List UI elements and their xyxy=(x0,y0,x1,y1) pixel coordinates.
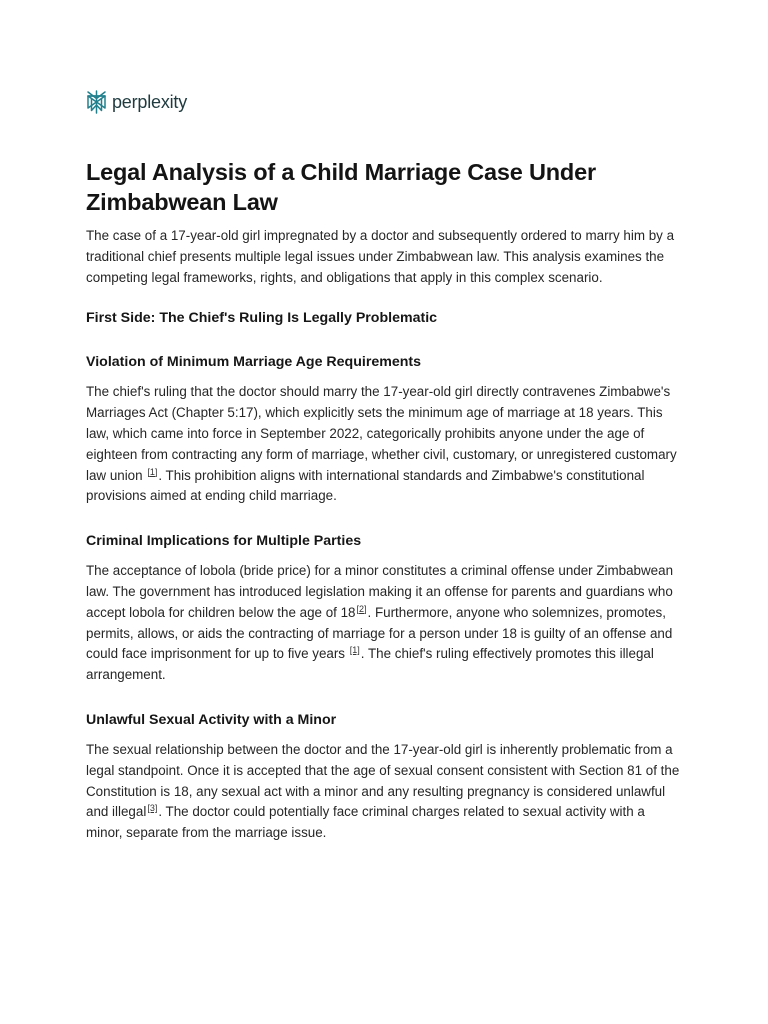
citation-link[interactable]: [3] xyxy=(147,803,158,814)
heading-criminal-implications: Criminal Implications for Multiple Parties xyxy=(86,533,362,550)
page-title xyxy=(86,157,684,217)
paragraph-text: . The doctor could potentially face criminal charges related to sexual activity with a minor, separate from the marriage issue. xyxy=(86,804,645,841)
title-line-2: Zimbabwean Law xyxy=(86,189,278,215)
brand-name: perplexity xyxy=(112,91,188,112)
citation-link[interactable]: [1] xyxy=(147,466,158,477)
paragraph-text: The sexual relationship between the doctor and the 17-year-old girl is inherently problematic from a legal standpoint. Once it is accepted that the age of sexual consent consistent with Section 81 of the Constitution is 18, any sexual act with a minor and any resulting pregnancy is considered unlawful and illegal xyxy=(86,741,680,820)
article-content xyxy=(86,157,684,844)
paragraph-text: The acceptance of lobola (bride price) for a minor constitutes a criminal offense under Zimbabwean law. The government has introduced legislation making it an offense for parents and guardians who accept lobola for children below the age of 18 xyxy=(86,563,674,620)
citation-link[interactable]: [1] xyxy=(349,645,360,656)
paragraph-text: . The chief's ruling effectively promotes this illegal arrangement. xyxy=(86,646,654,683)
heading-minimum-age: Violation of Minimum Marriage Age Requirements xyxy=(86,354,422,371)
title-line-1: Legal Analysis of a Child Marriage Case Under xyxy=(86,159,596,185)
paragraph-text: . This prohibition aligns with international standards and Zimbabwe's constitutional provisions aimed at ending child marriage. xyxy=(86,467,645,504)
section-title: First Side: The Chief's Ruling Is Legally Problematic xyxy=(86,310,438,327)
perplexity-logo-icon xyxy=(86,90,107,114)
heading-unlawful-activity: Unlawful Sexual Activity with a Minor xyxy=(86,711,337,728)
paragraph-criminal-implications xyxy=(86,561,684,686)
paragraph-unlawful-activity xyxy=(86,740,684,844)
paragraph-text: . Furthermore, anyone who solemnizes, promotes, permits, allows, or aids the contracting of marriage for a person under 18 is guilty of an offense and could face imprisonment for up to five years xyxy=(86,604,673,662)
paragraph-minimum-age xyxy=(86,382,684,507)
paragraph-text: The chief's ruling that the doctor should marry the 17-year-old girl directly contravenes Zimbabwe's Marriages Act (Chapter 5:17), which explicitly sets the minimum age of marriage at 18 years. This law, which came into force in September 2022, categorically prohibits anyone under the age of eighteen from contracting any form of marriage, whether civil, customary, or unregistered customary law union xyxy=(86,384,677,483)
intro-paragraph: The case of a 17-year-old girl impregnated by a doctor and subsequently ordered to marry him by a traditional chief presents multiple legal issues under Zimbabwean law. This analysis examines the competing legal frameworks, rights, and obligations that apply in this complex scenario. xyxy=(86,228,675,285)
brand-header[interactable] xyxy=(86,90,187,114)
citation-link[interactable]: [2] xyxy=(356,603,367,614)
